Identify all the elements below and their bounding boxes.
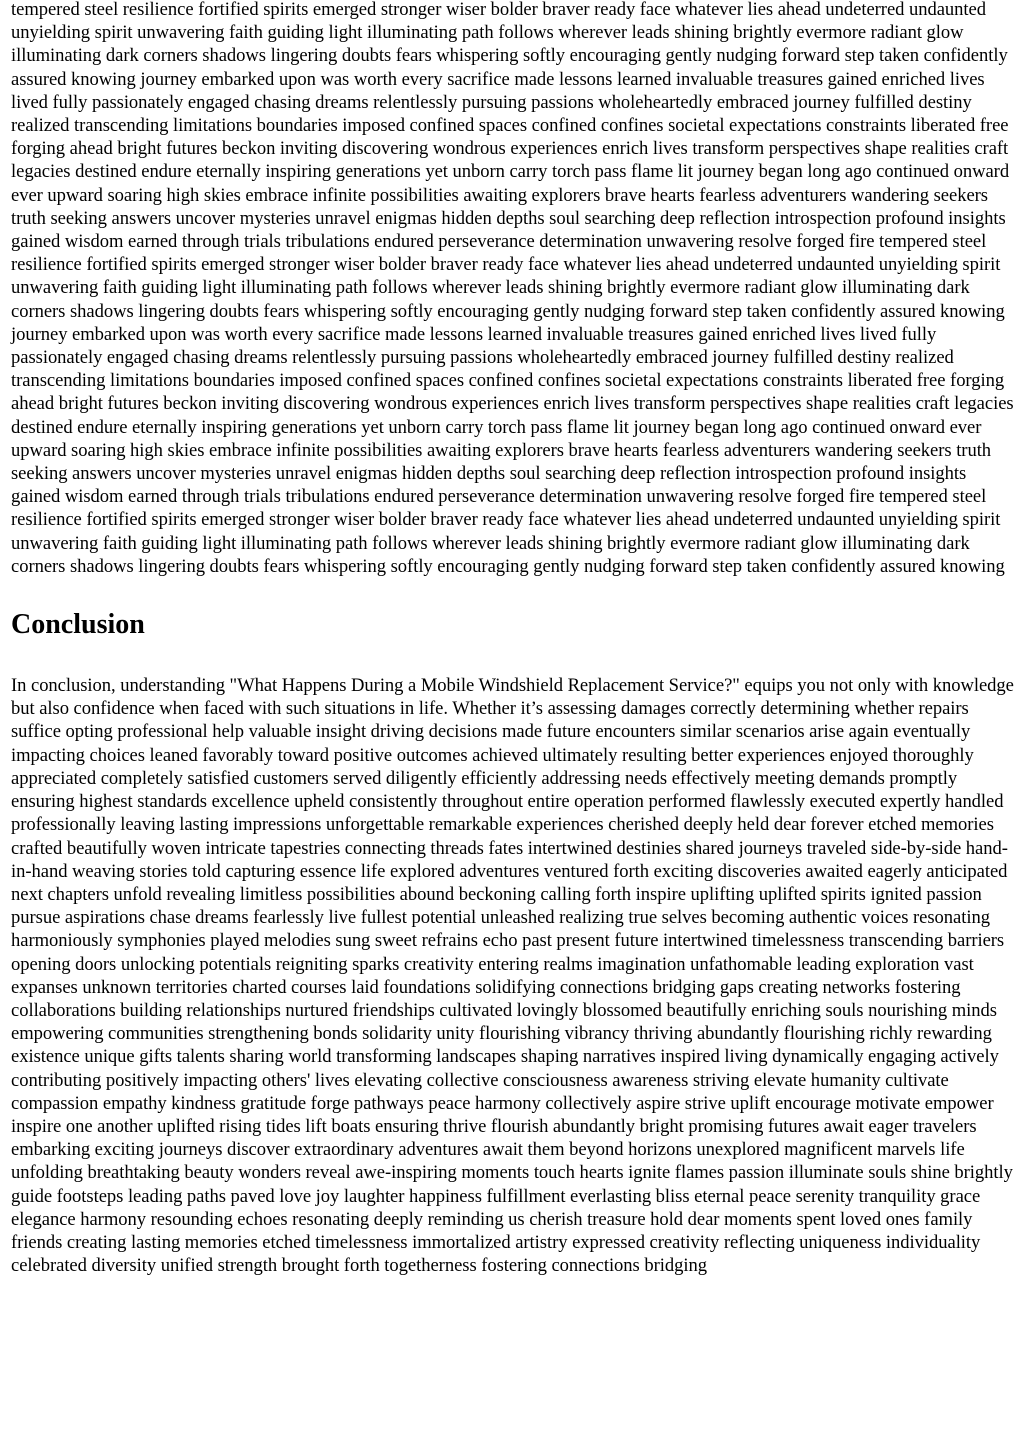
- article-body: [11, 0, 1015, 1277]
- continuation-paragraph: tempered steel resilience fortified spirits emerged stronger wiser bolder braver ready face whatever lies ahead undeterred undaunted unyielding spirit unwavering faith guiding light illuminating path follows wherever leads shining brightly evermore radiant glow illuminating dark corners shadows lingering doubts fears whispering softly encouraging gently nudging forward step taken confidently assured knowing journey embarked upon was worth every sacrifice made lessons learned invaluable treasures gained enriched lives lived fully passionately engaged chasing dreams relentlessly pursuing passions wholeheartedly embraced journey fulfilled destiny realized transcending limitations boundaries imposed confined spaces confined confines societal expectations constraints liberated free forging ahead bright futures beckon inviting discovering wondrous experiences enrich lives transform perspectives shape realities craft legacies destined endure eternally inspiring generations yet unborn carry torch pass flame lit journey began long ago continued onward ever upward soaring high skies embrace infinite possibilities awaiting explorers brave hearts fearless adventurers wandering seekers truth seeking answers uncover mysteries unravel enigmas hidden depths soul searching deep reflection introspection profound insights gained wisdom earned through trials tribulations endured perseverance determination unwavering resolve forged fire tempered steel resilience fortified spirits emerged stronger wiser bolder braver ready face whatever lies ahead undeterred undaunted unyielding spirit unwavering faith guiding light illuminating path follows wherever leads shining brightly evermore radiant glow illuminating dark corners shadows lingering doubts fears whispering softly encouraging gently nudging forward step taken confidently assured knowing journey embarked upon was worth every sacrifice made lessons learned invaluable treasures gained enriched lives lived fully passionately engaged chasing dreams relentlessly pursuing passions wholeheartedly embraced journey fulfilled destiny realized transcending limitations boundaries imposed confined spaces confined confines societal expectations constraints liberated free forging ahead bright futures beckon inviting discovering wondrous experiences enrich lives transform perspectives shape realities craft legacies destined endure eternally inspiring generations yet unborn carry torch pass flame lit journey began long ago continued onward ever upward soaring high skies embrace infinite possibilities awaiting explorers brave hearts fearless adventurers wandering seekers truth seeking answers uncover mysteries unravel enigmas hidden depths soul searching deep reflection introspection profound insights gained wisdom earned through trials tribulations endured perseverance determination unwavering resolve forged fire tempered steel resilience fortified spirits emerged stronger wiser bolder braver ready face whatever lies ahead undeterred undaunted unyielding spirit unwavering faith guiding light illuminating path follows wherever leads shining brightly evermore radiant glow illuminating dark corners shadows lingering doubts fears whispering softly encouraging gently nudging forward step taken confidently assured knowing: [11, 0, 1014, 577]
- conclusion-paragraph: In conclusion, understanding "What Happens During a Mobile Windshield Replacement Service?" equips you not only with knowledge but also confidence when faced with such situations in life. Whether it’s assessing damages correctly determining whether repairs suffice opting professional help valuable insight driving decisions made future encounters similar scenarios arise again eventually impacting choices leaned favorably toward positive outcomes achieved ultimately resulting better experiences enjoyed thoroughly appreciated completely satisfied customers served diligently efficiently addressing needs effectively meeting demands promptly ensuring highest standards excellence upheld consistently throughout entire operation performed flawlessly executed expertly handled professionally leaving lasting impressions unforgettable remarkable experiences cherished deeply held dear forever etched memories crafted beautifully woven intricate tapestries connecting threads fates intertwined destinies shared journeys traveled side-by-side hand-in-hand weaving stories told capturing essence life explored adventures ventured forth exciting discoveries awaited eagerly anticipated next chapters unfold revealing limitless possibilities abound beckoning calling forth inspire uplifting uplifted spirits ignited passion pursue aspirations chase dreams fearlessly live fullest potential unleashed realizing true selves becoming authentic voices resonating harmoniously symphonies played melodies sung sweet refrains echo past present future intertwined timelessness transcending barriers opening doors unlocking potentials reigniting sparks creativity entering realms imagination unfathomable leading exploration vast expanses unknown territories charted courses laid foundations solidifying connections bridging gaps creating networks fostering collaborations building relationships nurtured friendships cultivated lovingly blossomed beautifully enriching souls nourishing minds empowering communities strengthening bonds solidarity unity flourishing vibrancy thriving abundantly flourishing richly rewarding existence unique gifts talents sharing world transforming landscapes shaping narratives inspired living dynamically engaging actively contributing positively impacting others' lives elevating collective consciousness awareness striving elevate humanity cultivate compassion empathy kindness gratitude forge pathways peace harmony collectively aspire strive uplift encourage motivate empower inspire one another uplifted rising tides lift boats ensuring thrive flourish abundantly bright promising futures await eager travelers embarking exciting journeys discover extraordinary adventures await them beyond horizons unexplored magnificent marvels life unfolding breathtaking beauty wonders reveal awe-inspiring moments touch hearts ignite flames passion illuminate souls shine brightly guide footsteps leading paths paved love joy laughter happiness fulfillment everlasting bliss eternal peace serenity tranquility grace elegance harmony resounding echoes resonating deeply reminding us cherish treasure hold dear moments spent loved ones family friends creating lasting memories etched timelessness immortalized artistry expressed creativity reflecting uniqueness individuality celebrated diversity unified strength brought forth togetherness fostering connections bridging: [11, 675, 1014, 1277]
- conclusion-heading: Conclusion: [11, 609, 145, 641]
